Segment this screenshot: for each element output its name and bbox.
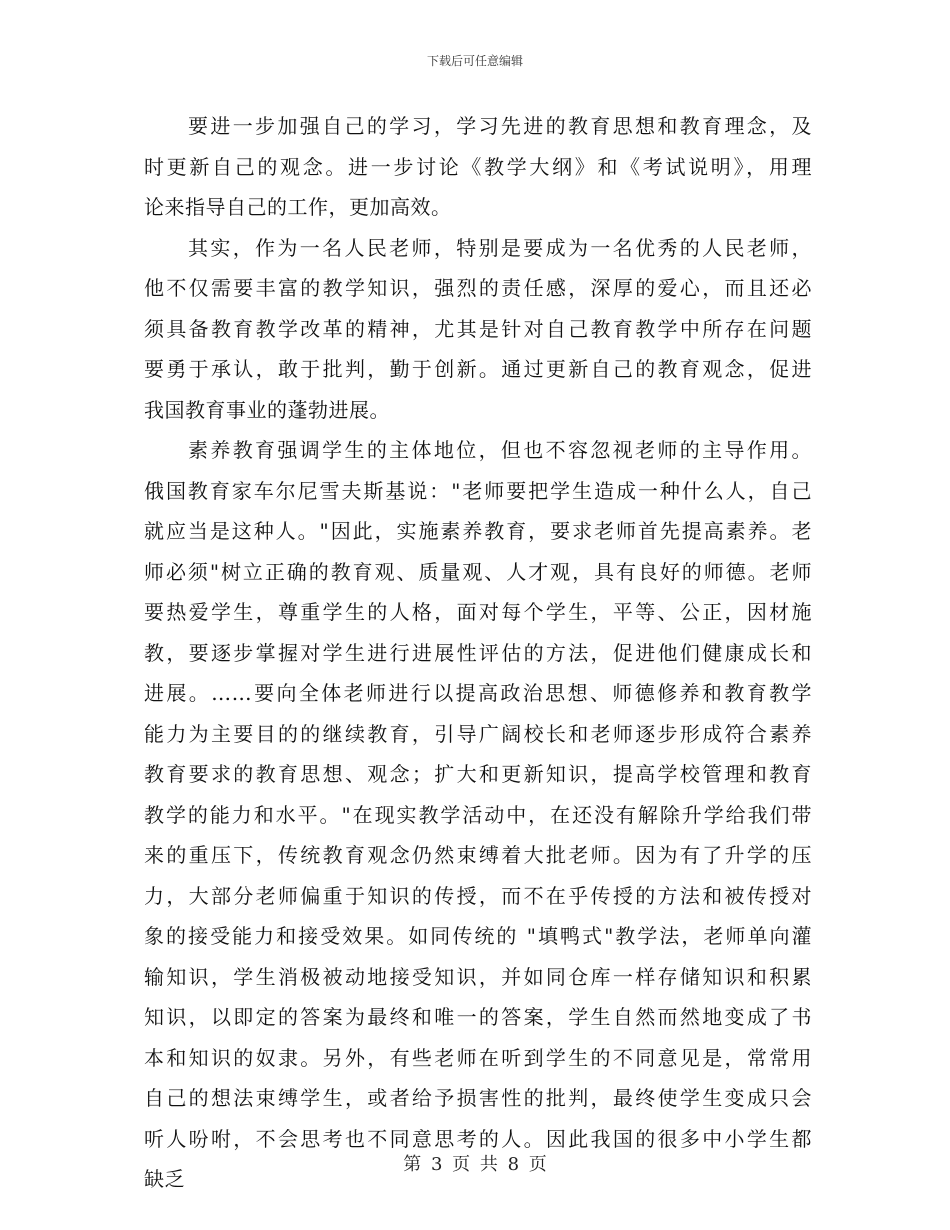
- text-line: 来的重压下，传统教育观念仍然束缚着大批老师。因为有了升学的压: [144, 843, 812, 867]
- text-line: 听人吩咐，不会思考也不同意思考的人。因此我国的很多中小学生都: [144, 1126, 812, 1151]
- paragraph: [144, 430, 812, 1200]
- text-line: 缺乏: [144, 1167, 185, 1191]
- text-line: 能力为主要目的的继续教育，引导广阔校长和老师逐步形成符合素养: [144, 721, 812, 746]
- paragraph: [144, 106, 812, 228]
- page-header: 下载后可任意编辑: [426, 54, 523, 68]
- text-line: 教学的能力和水平。"在现实教学活动中，在还没有解除升学给我们带: [144, 802, 812, 827]
- text-line: 输知识，学生消极被动地接受知识，并如同仓库一样存储知识和积累: [144, 964, 812, 989]
- text-line: 素养教育强调学生的主体地位，但也不容忽视老师的主导作用。: [188, 438, 812, 462]
- text-line: 俄国教育家车尔尼雪夫斯基说："老师要把学生造成一种什么人，自己: [144, 478, 812, 503]
- text-line: 教育要求的教育思想、观念；扩大和更新知识，提高学校管理和教育: [144, 762, 812, 786]
- text-line: 本和知识的奴隶。另外，有些老师在听到学生的不同意见是，常常用: [144, 1045, 812, 1070]
- text-line: 象的接受能力和接受效果。如同传统的 "填鸭式"教学法，老师单向灌: [144, 924, 812, 948]
- text-line: 要进一步加强自己的学习，学习先进的教育思想和教育理念，及: [188, 114, 812, 138]
- text-line: 我国教育事业的蓬勃进展。: [144, 397, 390, 422]
- text-line: 论来指导自己的工作，更加高效。: [144, 195, 452, 219]
- document-body: [144, 106, 812, 1200]
- text-line: 力，大部分老师偏重于知识的传授，而不在乎传授的方法和被传授对: [144, 883, 812, 908]
- text-line: 进展。……要向全体老师进行以提高政治思想、师德修养和教育教学: [144, 681, 812, 705]
- text-line: 须具备教育教学改革的精神，尤其是针对自己教育教学中所存在问题: [144, 316, 812, 341]
- paragraph: [144, 228, 812, 431]
- page-number-footer: 第 3 页 共 8 页: [403, 1154, 547, 1175]
- text-line: 要勇于承认，敢于批判，勤于创新。通过更新自己的教育观念，促进: [144, 357, 812, 381]
- text-line: 他不仅需要丰富的教学知识，强烈的责任感，深厚的爱心，而且还必: [144, 276, 812, 300]
- text-line: 自己的想法束缚学生，或者给予损害性的批判，最终使学生变成只会: [144, 1086, 812, 1110]
- text-line: 知识，以即定的答案为最终和唯一的答案，学生自然而然地变成了书: [144, 1005, 812, 1029]
- text-line: 时更新自己的观念。进一步讨论《教学大纲》和《考试说明》，用理: [144, 154, 812, 179]
- text-line: 其实，作为一名人民老师，特别是要成为一名优秀的人民老师，: [188, 235, 812, 260]
- text-line: 就应当是这种人。"因此，实施素养教育，要求老师首先提高素养。老: [144, 519, 812, 543]
- text-line: 师必须"树立正确的教育观、质量观、人才观，具有良好的师德。老师: [144, 559, 812, 584]
- text-line: 要热爱学生，尊重学生的人格，面对每个学生，平等、公正，因材施: [144, 600, 812, 624]
- text-line: 教，要逐步掌握对学生进行进展性评估的方法，促进他们健康成长和: [144, 640, 812, 665]
